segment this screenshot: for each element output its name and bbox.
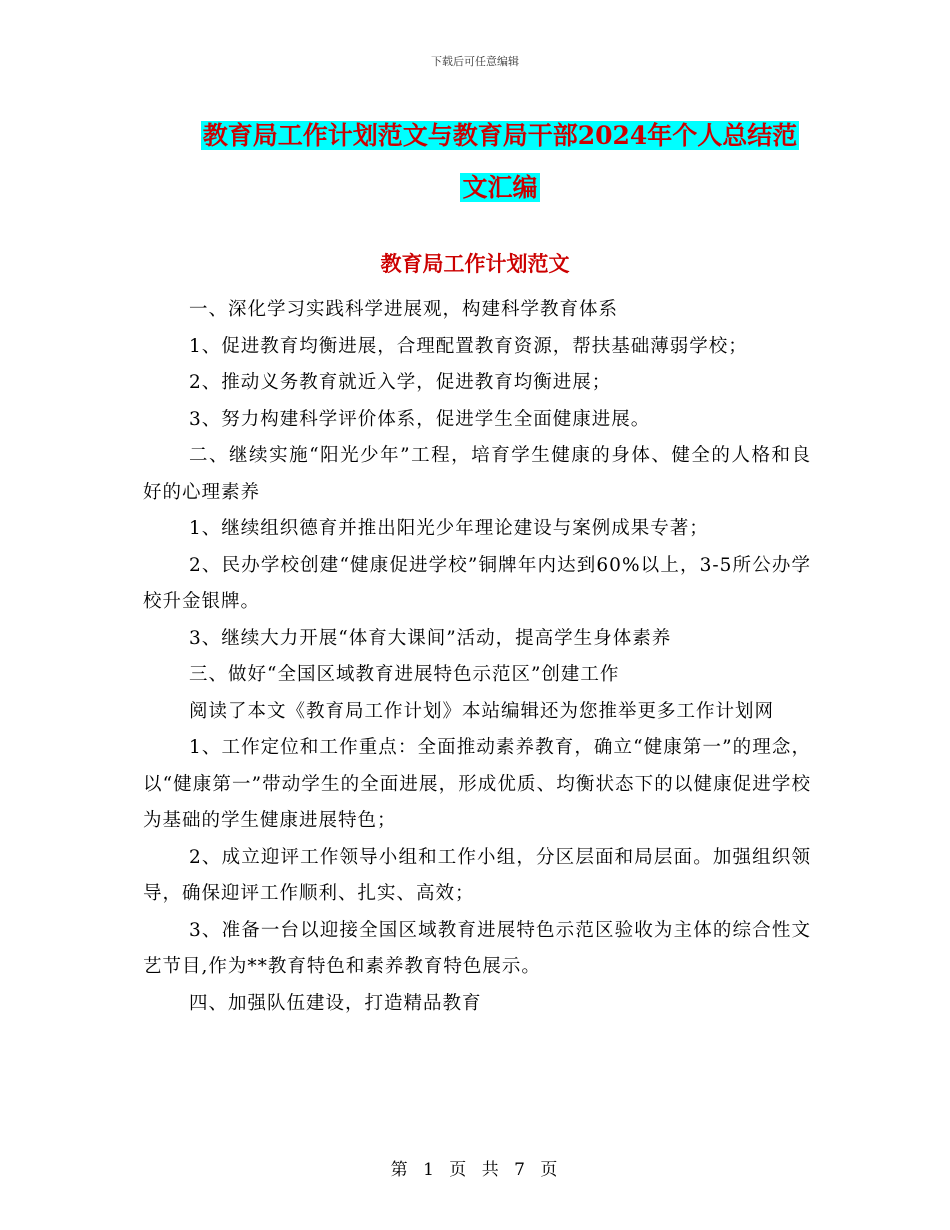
- body-paragraph: 3、努力构建科学评价体系，促进学生全面健康进展。: [189, 408, 651, 430]
- body-paragraph: 1、继续组织德育并推出阳光少年理论建设与案例成果专著；: [189, 518, 709, 539]
- page-header-note: 下载后可任意编辑: [431, 55, 519, 68]
- document-title-line-2: 文汇编: [462, 173, 538, 202]
- body-paragraph: 1、工作定位和工作重点：全面推动素养教育，确立“健康第一”的理念，以“健康第一”带动学生的全面进展，形成优质、均衡状态下的以健康促进学校为基础的学生健康进展特色；: [143, 737, 811, 831]
- body-paragraph: 2、推动义务教育就近入学，促进教育均衡进展；: [189, 372, 612, 393]
- page-footer: 第 1 页 共 7 页: [390, 1160, 560, 1180]
- body-paragraph: 一、深化学习实践科学进展观，构建科学教育体系: [189, 299, 619, 320]
- document-body: [143, 292, 811, 1022]
- document-title: [170, 110, 830, 214]
- document-title-line-1: 教育局工作计划范文与教育局干部2024年个人总结范: [202, 121, 798, 150]
- body-paragraph: 阅读了本文《教育局工作计划》本站编辑还为您推举更多工作计划网: [189, 700, 775, 722]
- body-paragraph: 2、成立迎评工作领导小组和工作小组，分区层面和局层面。加强组织领导，确保迎评工作顺利、扎实、高效；: [143, 846, 811, 904]
- body-paragraph: 3、准备一台以迎接全国区域教育进展特色示范区验收为主体的综合性文艺节目,作为**教育特色和素养教育特色展示。: [143, 919, 811, 977]
- body-paragraph: 2、民办学校创建“健康促进学校”铜牌年内达到60%以上，3-5所公办学校升金银牌。: [143, 554, 811, 612]
- section-title: 教育局工作计划范文: [380, 251, 570, 276]
- body-paragraph: 二、继续实施“阳光少年”工程，培育学生健康的身体、健全的人格和良好的心理素养: [143, 445, 811, 503]
- body-paragraph: 四、加强队伍建设，打造精品教育: [189, 992, 482, 1014]
- body-paragraph: 1、促进教育均衡进展，合理配置教育资源，帮扶基础薄弱学校；: [189, 335, 748, 357]
- body-paragraph: 3、继续大力开展“体育大课间”活动，提高学生身体素养: [189, 627, 672, 649]
- body-paragraph: 三、做好“全国区域教育进展特色示范区”创建工作: [189, 664, 620, 685]
